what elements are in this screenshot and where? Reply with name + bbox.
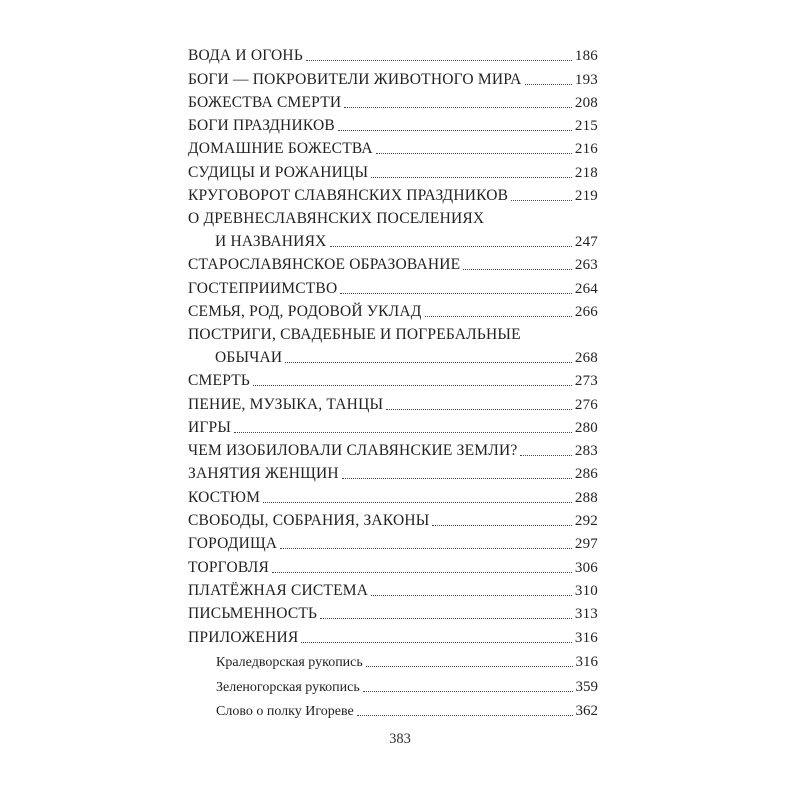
toc-entry <box>188 390 598 413</box>
toc-entry-title: КРУГОВОРОТ СЛАВЯНСКИХ ПРАЗДНИКОВ <box>188 187 509 205</box>
toc-entry-title: КОСТЮМ <box>188 488 261 506</box>
toc-subentry-page: 362 <box>575 703 598 720</box>
toc-entry-page: 219 <box>574 188 598 205</box>
toc-entry-title: ГОРОДИЩА <box>188 535 278 553</box>
dot-leader <box>520 455 571 456</box>
toc-entry <box>188 483 598 506</box>
toc-entry-page: 263 <box>574 257 598 274</box>
toc-entry <box>188 577 598 600</box>
dot-leader <box>234 432 572 433</box>
dot-leader <box>463 269 572 270</box>
toc-entry <box>188 158 598 181</box>
toc-entry <box>188 251 598 274</box>
toc-entry <box>188 321 598 367</box>
toc-entry-title: ТОРГОВЛЯ <box>188 558 270 576</box>
toc-entry-title: ВОДА И ОГОНЬ <box>188 47 303 65</box>
toc-entry-title: БОГИ — ПОКРОВИТЕЛИ ЖИВОТНОГО МИРА <box>188 70 522 88</box>
toc-entry-title: ПОСТРИГИ, СВАДЕБНЫЕ И ПОГРЕБАЛЬНЫЕ <box>188 325 521 343</box>
toc-entry-page: 306 <box>574 559 598 576</box>
toc-entry-page: 268 <box>574 349 598 366</box>
toc-entry <box>188 298 598 321</box>
dot-leader <box>525 84 572 85</box>
toc-entry-page: 283 <box>574 443 598 460</box>
dot-leader <box>272 572 572 573</box>
toc-subentry <box>188 671 598 696</box>
toc-entry-page: 266 <box>574 303 598 320</box>
dot-leader <box>342 478 572 479</box>
toc-subentry <box>188 696 598 721</box>
dot-leader <box>320 618 572 619</box>
toc-entry <box>188 274 598 297</box>
toc-entry-title: О ДРЕВНЕСЛАВЯНСКИХ ПОСЕЛЕНИЯХ <box>188 210 485 228</box>
toc-entry <box>188 553 598 576</box>
dot-leader <box>306 60 572 61</box>
toc-entry-page: 186 <box>574 48 598 65</box>
toc-entry-title: ИГРЫ <box>188 418 232 436</box>
toc-entry-title: ПРИЛОЖЕНИЯ <box>188 628 299 646</box>
toc-entry <box>188 600 598 623</box>
toc-subentry-title: Краледворская рукопись <box>216 655 363 671</box>
toc-entry <box>188 530 598 553</box>
dot-leader <box>371 595 572 596</box>
toc-entry-title: СУДИЦЫ И РОЖАНИЦЫ <box>188 163 369 181</box>
toc-subentry <box>188 647 598 672</box>
toc-entry-page: 273 <box>574 373 598 390</box>
dot-leader <box>363 691 573 692</box>
toc-entry <box>188 437 598 460</box>
toc-subentry-page: 316 <box>575 654 598 671</box>
toc-entry <box>188 414 598 437</box>
toc-entry-page: 215 <box>574 118 598 135</box>
toc-entry-page: 247 <box>574 234 598 251</box>
dot-leader <box>366 666 573 667</box>
toc-entry-page: 208 <box>574 94 598 111</box>
toc-entry-title: ГОСТЕПРИИМСТВО <box>188 279 338 297</box>
toc-entry <box>188 112 598 135</box>
toc-entry-title: СТАРОСЛАВЯНСКОЕ ОБРАЗОВАНИЕ <box>188 256 461 274</box>
dot-leader <box>285 362 572 363</box>
toc-entry <box>188 205 598 251</box>
dot-leader <box>432 525 571 526</box>
dot-leader <box>386 409 572 410</box>
toc-entry-title: БОГИ ПРАЗДНИКОВ <box>188 117 335 135</box>
dot-leader <box>263 502 572 503</box>
dot-leader <box>511 200 572 201</box>
toc-subentry-title: Слово о полку Игореве <box>216 704 354 720</box>
toc-entry-page: 286 <box>574 466 598 483</box>
dot-leader <box>330 246 572 247</box>
dot-leader <box>357 715 573 716</box>
toc-entry <box>188 367 598 390</box>
toc-entry-title-continued: И НАЗВАНИЯХ <box>215 233 327 251</box>
toc-entry-title: ПЕНИЕ, МУЗЫКА, ТАНЦЫ <box>188 395 384 413</box>
dot-leader <box>371 177 572 178</box>
toc-entry-title: ДОМАШНИЕ БОЖЕСТВА <box>188 140 373 158</box>
page-number: 383 <box>389 731 411 747</box>
toc-entry-page: 316 <box>574 629 598 646</box>
toc-entry-page: 280 <box>574 419 598 436</box>
toc-entry-title: СЕМЬЯ, РОД, РОДОВОЙ УКЛАД <box>188 302 422 320</box>
toc-entry-page: 216 <box>574 141 598 158</box>
toc-entry-page: 288 <box>574 489 598 506</box>
dot-leader <box>340 293 572 294</box>
toc-entry-title: БОЖЕСТВА СМЕРТИ <box>188 93 342 111</box>
dot-leader <box>301 642 571 643</box>
toc-subentry-title: Зеленогорская рукопись <box>216 679 360 695</box>
toc-entry-page: 297 <box>574 536 598 553</box>
toc-entry-title: ПЛАТЁЖНАЯ СИСТЕМА <box>188 581 369 599</box>
toc-entry-page: 292 <box>574 513 598 530</box>
toc-entry-title: СВОБОДЫ, СОБРАНИЯ, ЗАКОНЫ <box>188 512 430 530</box>
dot-leader <box>338 130 572 131</box>
dot-leader <box>425 316 572 317</box>
toc-entry <box>188 507 598 530</box>
toc-entry-title: СМЕРТЬ <box>188 372 250 390</box>
toc-entry <box>188 182 598 205</box>
toc-subentry-page: 359 <box>575 678 598 695</box>
toc-entry-title: ЧЕМ ИЗОБИЛОВАЛИ СЛАВЯНСКИЕ ЗЕМЛИ? <box>188 442 518 460</box>
toc-entry <box>188 460 598 483</box>
toc-entry <box>188 135 598 158</box>
toc-entry <box>188 42 598 65</box>
toc-entry <box>188 89 598 112</box>
toc-entry-page: 193 <box>574 71 598 88</box>
toc-entry-page: 310 <box>574 582 598 599</box>
toc-entry <box>188 65 598 88</box>
toc-entry-title: ЗАНЯТИЯ ЖЕНЩИН <box>188 465 339 483</box>
toc-entry <box>188 623 598 646</box>
dot-leader <box>376 153 572 154</box>
toc-entry-page: 218 <box>574 164 598 181</box>
table-of-contents <box>188 42 598 720</box>
dot-leader <box>344 107 572 108</box>
toc-entry-page: 313 <box>574 606 598 623</box>
dot-leader <box>280 548 572 549</box>
toc-entry-title-continued: ОБЫЧАИ <box>215 348 283 366</box>
toc-entry-page: 276 <box>574 396 598 413</box>
toc-entry-title: ПИСЬМЕННОСТЬ <box>188 605 318 623</box>
dot-leader <box>253 385 572 386</box>
toc-entry-page: 264 <box>574 280 598 297</box>
